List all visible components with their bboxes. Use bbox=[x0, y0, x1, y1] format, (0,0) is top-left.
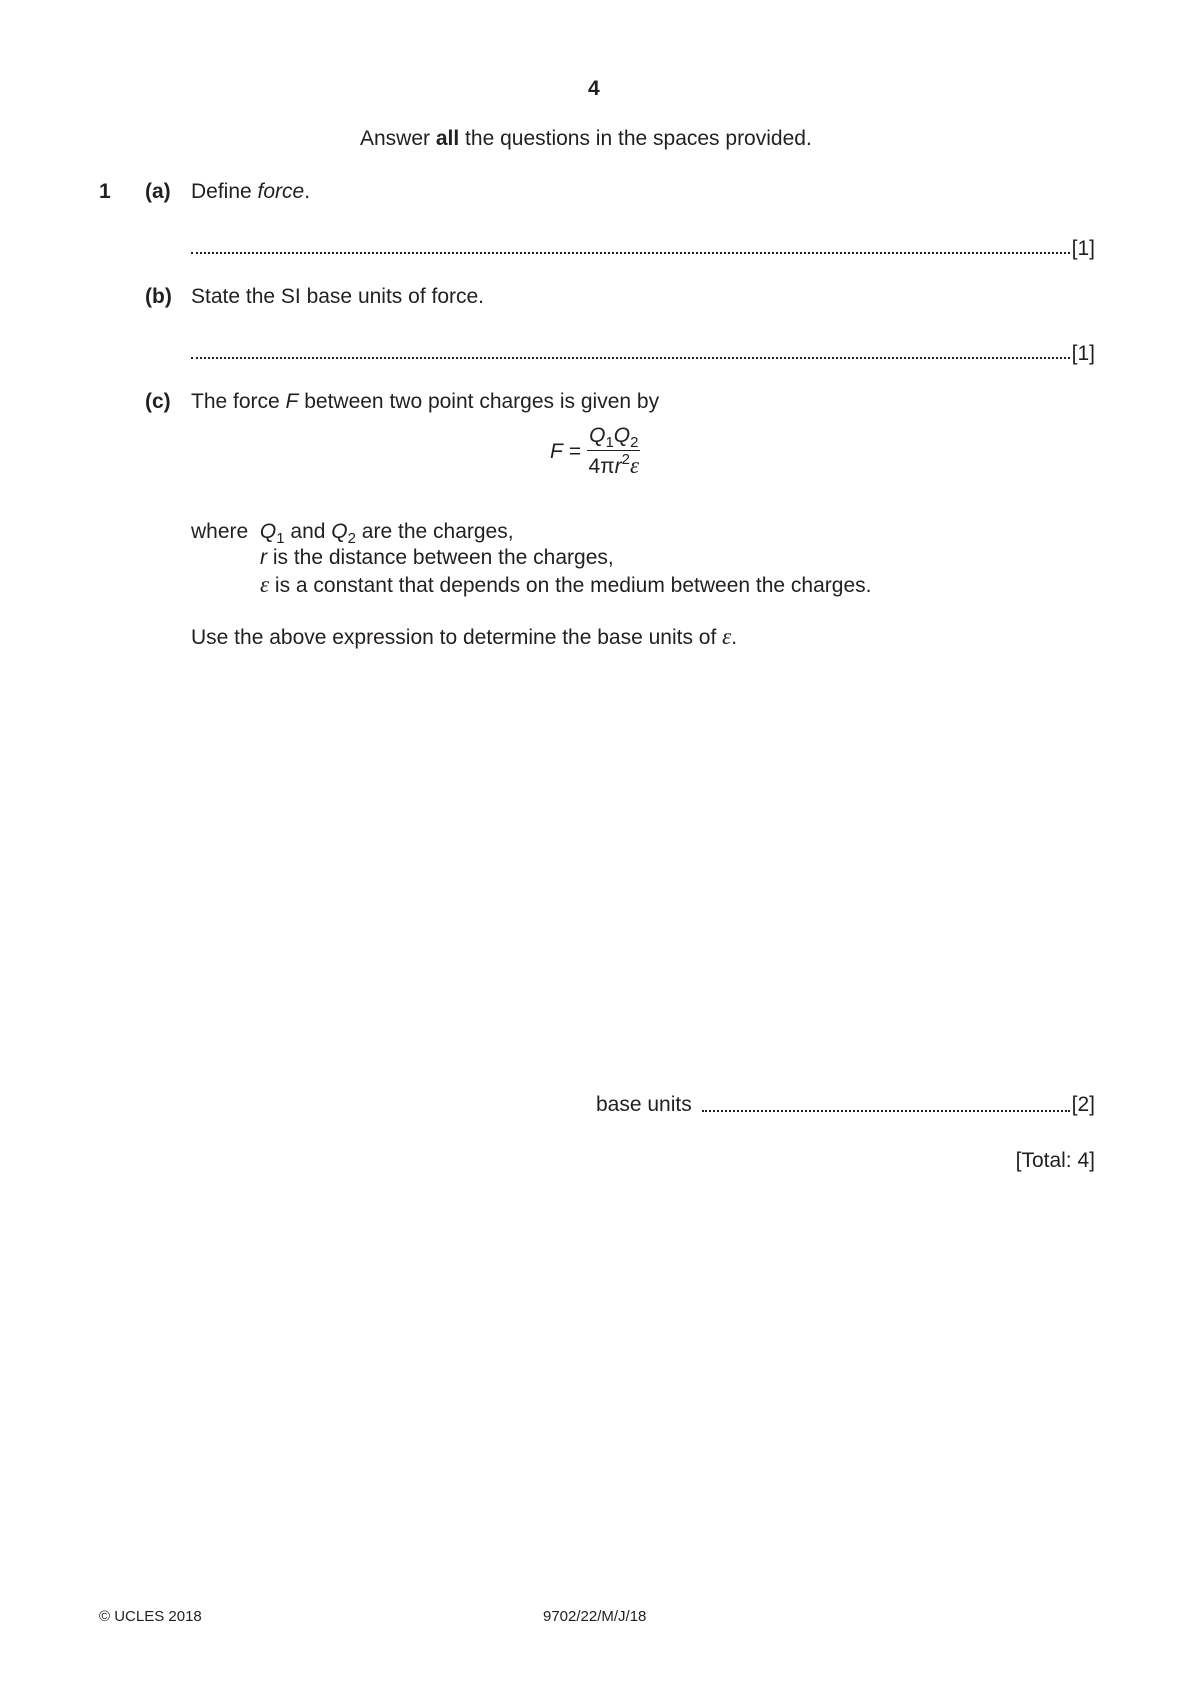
part-c-intro-var: F bbox=[285, 390, 299, 413]
r-var: r bbox=[260, 546, 267, 569]
formula-den-prefix: 4π bbox=[588, 455, 615, 478]
part-a-question bbox=[191, 181, 310, 202]
task-before: Use the above expression to determine the base units of bbox=[191, 626, 723, 649]
r-definition bbox=[260, 547, 614, 568]
part-b-mark: [1] bbox=[1071, 342, 1095, 365]
eps-definition bbox=[260, 573, 871, 596]
formula-fraction bbox=[587, 424, 640, 479]
where-and: and bbox=[284, 520, 332, 543]
part-a-text-after: . bbox=[304, 180, 311, 203]
part-b-answer-line[interactable] bbox=[191, 338, 1095, 364]
where-line bbox=[191, 520, 514, 547]
task-var: ε bbox=[722, 624, 732, 649]
instruction-after: the questions in the spaces provided. bbox=[459, 127, 812, 150]
part-a-text-before: Define bbox=[191, 180, 258, 203]
footer-copyright: © UCLES 2018 bbox=[99, 1608, 202, 1625]
part-b-label: (b) bbox=[145, 285, 172, 308]
part-b-dotted-line bbox=[191, 357, 1070, 359]
base-units-answer-line[interactable] bbox=[596, 1091, 1095, 1117]
formula-numerator bbox=[587, 424, 640, 450]
part-a-text-italic: force bbox=[257, 180, 305, 203]
part-c-intro-before: The force bbox=[191, 390, 286, 413]
part-c-intro-after: between two point charges is given by bbox=[298, 390, 660, 413]
where-q1: Q bbox=[259, 520, 277, 543]
part-a-mark: [1] bbox=[1071, 237, 1095, 260]
eps-text: is a constant that depends on the medium between the charges. bbox=[269, 574, 872, 597]
r-text: is the distance between the charges, bbox=[267, 546, 614, 569]
part-b-question: State the SI base units of force. bbox=[191, 285, 485, 308]
formula-q1: Q bbox=[589, 424, 606, 447]
page-number: 4 bbox=[588, 77, 600, 100]
force-formula bbox=[550, 424, 640, 479]
base-units-label: base units bbox=[596, 1093, 692, 1116]
where-q1-sub: 1 bbox=[276, 530, 285, 547]
task-after: . bbox=[731, 626, 738, 649]
part-a-label: (a) bbox=[145, 180, 171, 203]
eps-var: ε bbox=[260, 572, 270, 597]
footer-code: 9702/22/M/J/18 bbox=[543, 1608, 647, 1625]
formula-lhs: F bbox=[550, 439, 563, 463]
formula-den-r: r bbox=[614, 455, 622, 478]
where-word: where bbox=[191, 520, 249, 543]
instruction-emphasis: all bbox=[435, 127, 460, 150]
part-c-task bbox=[191, 625, 737, 648]
formula-den-eps: ε bbox=[630, 453, 640, 478]
part-a-dotted-line bbox=[191, 252, 1070, 254]
where-q2-sub: 2 bbox=[347, 530, 356, 547]
base-units-dotted-line bbox=[702, 1110, 1070, 1112]
formula-den-exp: 2 bbox=[621, 451, 630, 468]
formula-equals: = bbox=[568, 439, 582, 463]
formula-q1-sub: 1 bbox=[605, 434, 614, 451]
question-number: 1 bbox=[99, 180, 111, 203]
where-rest: are the charges, bbox=[355, 520, 514, 543]
part-c-mark: [2] bbox=[1071, 1093, 1095, 1116]
part-a-answer-line[interactable] bbox=[191, 233, 1095, 259]
instruction bbox=[360, 128, 812, 149]
part-c-intro bbox=[191, 391, 659, 412]
formula-q2: Q bbox=[613, 424, 631, 447]
part-c-label: (c) bbox=[145, 390, 171, 413]
total-marks: [Total: 4] bbox=[1015, 1149, 1095, 1172]
formula-q2-sub: 2 bbox=[630, 434, 639, 451]
instruction-before: Answer bbox=[360, 127, 436, 150]
formula-denominator bbox=[588, 451, 639, 479]
where-q2: Q bbox=[331, 520, 348, 543]
